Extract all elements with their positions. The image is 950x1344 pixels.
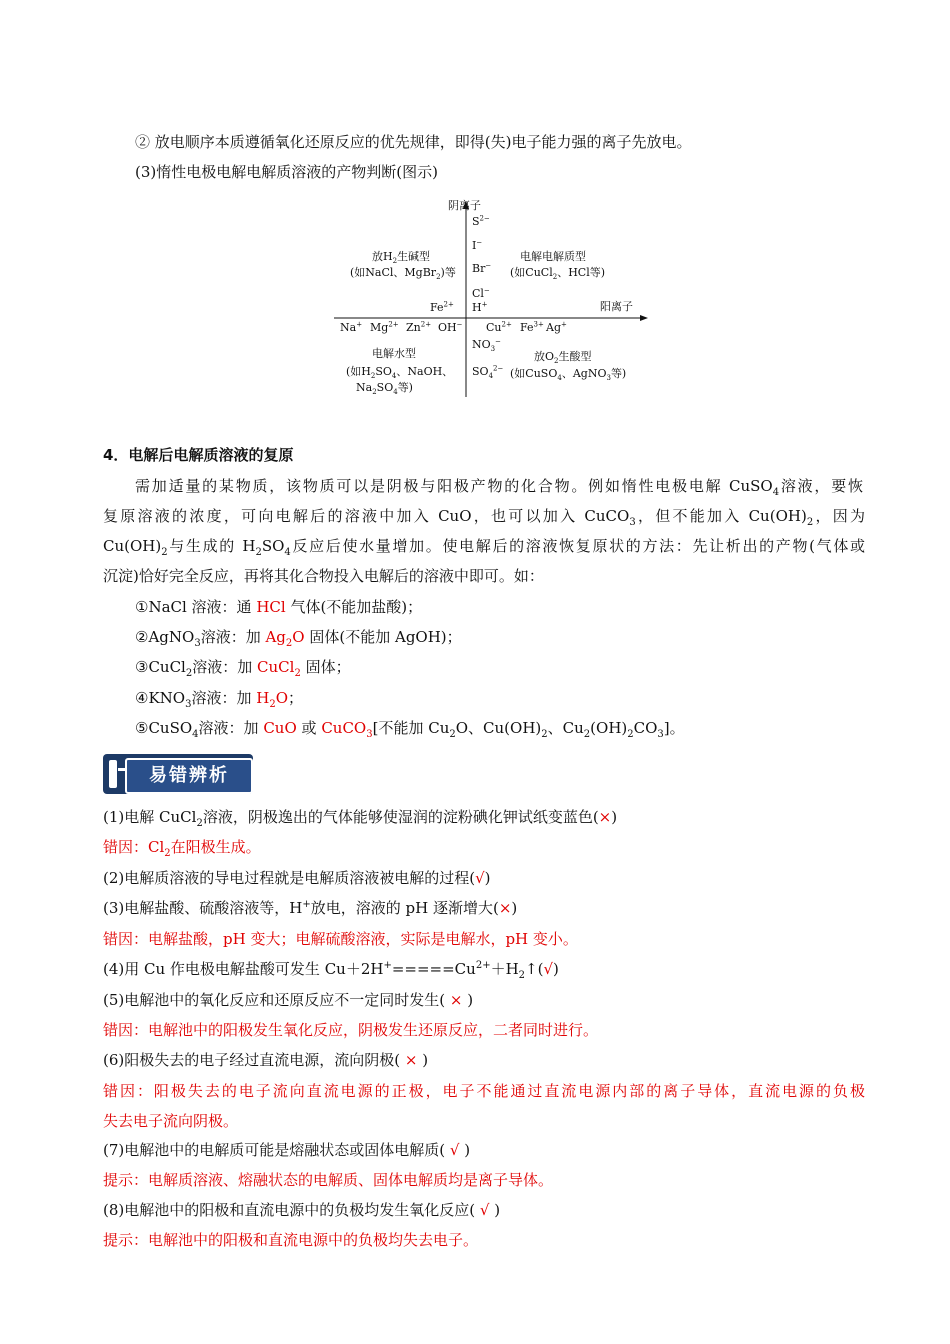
error-question-1: (1)电解 CuCl$_2$溶液，阴极逸出的气体能够使湿润的淀粉碘化钾试纸变蓝色(×) bbox=[103, 808, 618, 829]
rule-2: ② 放电顺序本质遵循氧化还原反应的优先规律，即得(失)电子能力强的离子先放电。 bbox=[135, 133, 692, 151]
ion-br: Br− bbox=[472, 261, 492, 275]
error-question-5: (5)电解池中的氧化反应和还原反应不一定同时发生( × ) bbox=[103, 991, 474, 1009]
quadrant-tl-title: 放$H_2$生碱型 bbox=[372, 250, 431, 266]
x-axis-arrow bbox=[640, 315, 648, 321]
banner-bar-decoration bbox=[109, 760, 117, 788]
error-question-7: (7)电解池中的电解质可能是熔融状态或固体电解质( √ ) bbox=[103, 1141, 471, 1159]
section-4-paragraph-line-2: 复原溶液的浓度，可向电解后的溶液中加入 CuO，也可以加入 CuCO$_3$，但不能加入 $Cu(OH)_2$，因为 bbox=[103, 507, 865, 528]
ion-so4: $SO_4^{2-}$ bbox=[472, 364, 504, 381]
quadrant-br-example: (如CuSO$_4$、AgNO$_3$等) bbox=[510, 367, 627, 383]
error-reason-6-line-2: 失去电子流向阴极。 bbox=[103, 1112, 239, 1130]
hint-7: 提示：电解质溶液、熔融状态的电解质、固体电解质均是离子导体。 bbox=[103, 1171, 554, 1189]
error-reason-1: 错因：$Cl_2$在阳极生成。 bbox=[103, 838, 261, 859]
ion-mg: $Mg^{2+}$ bbox=[370, 320, 399, 334]
y-axis-label: 阴离子 bbox=[448, 199, 481, 212]
section-4-paragraph-line-3: $Cu(OH)_2$与生成的 $H_2SO_4$反应后使水量增加。使电解后的溶液恢复原状的方法：先让析出的产物(气体或 bbox=[103, 537, 865, 558]
section-4-paragraph-line-4: 沉淀)恰好完全反应，再将其化合物投入电解后的溶液中即可。如： bbox=[103, 567, 544, 585]
quadrant-bl-title: 电解水型 bbox=[372, 347, 416, 360]
ion-na: Na+ bbox=[340, 320, 363, 334]
error-reason-5: 错因：电解池中的阳极发生氧化反应，阴极发生还原反应，二者同时进行。 bbox=[103, 1021, 599, 1039]
error-question-3: (3)电解盐酸、硫酸溶液等，H+放电，溶液的 pH 逐渐增大(×) bbox=[103, 899, 518, 917]
error-reason-3: 错因：电解盐酸，pH 变大；电解硫酸溶液，实际是电解水，pH 变小。 bbox=[103, 930, 578, 948]
ion-no3: $NO_3^-$ bbox=[472, 337, 501, 354]
error-analysis-banner bbox=[103, 750, 255, 796]
error-question-2: (2)电解质溶液的导电过程就是电解质溶液被电解的过程(√) bbox=[103, 869, 491, 887]
ion-cu: $Cu^{2+}$ bbox=[486, 320, 512, 334]
example-2: ②AgNO$_3$溶液：加 $Ag_2O$ 固体(不能加 AgOH)； bbox=[135, 628, 462, 649]
ion-ag: Ag+ bbox=[546, 320, 567, 334]
quadrant-tr-title: 电解电解质型 bbox=[520, 250, 586, 263]
error-question-8: (8)电解池中的阳极和直流电源中的负极均发生氧化反应( √ ) bbox=[103, 1201, 501, 1219]
quadrant-br-title: 放$O_2$生酸型 bbox=[534, 350, 592, 366]
x-axis-label: 阳离子 bbox=[600, 300, 633, 313]
error-question-6: (6)阳极失去的电子经过直流电源，流向阴极( × ) bbox=[103, 1051, 429, 1069]
ion-fe2: $Fe^{2+}$ bbox=[430, 300, 454, 314]
example-5: ⑤CuSO$_4$溶液：加 CuO 或 CuCO$_3$[不能加 $Cu_2O$、$Cu(OH)_2$、$Cu_2(OH)_2CO_3$]。 bbox=[135, 719, 685, 740]
ion-oh: OH− bbox=[438, 320, 463, 334]
quadrant-tr-example: (如CuCl$_2$、HCl等) bbox=[510, 266, 606, 282]
ion-i: I− bbox=[472, 238, 483, 252]
hint-8: 提示：电解池中的阳极和直流电源中的负极均失去电子。 bbox=[103, 1231, 479, 1249]
ion-fe3: $Fe^{3+}$ bbox=[520, 320, 544, 334]
item-3-heading: (3)惰性电极电解电解质溶液的产物判断(图示) bbox=[135, 163, 438, 181]
error-reason-6-line-1: 错因：阳极失去的电子流向直流电源的正极，电子不能通过直流电源内部的离子导体，直流电源的负极 bbox=[103, 1082, 865, 1100]
electrolysis-product-diagram bbox=[330, 195, 650, 400]
quadrant-bl-example-2: $Na_2SO_4$等) bbox=[356, 381, 413, 397]
quadrant-bl-example: (如$H_2SO_4$、NaOH、 bbox=[346, 365, 454, 381]
quadrant-tl-example: (如NaCl、MgBr$_2$)等 bbox=[350, 266, 456, 282]
ion-zn: $Zn^{2+}$ bbox=[406, 320, 432, 334]
banner-label: 易错辨析 bbox=[125, 758, 253, 794]
ion-s: $S^{2-}$ bbox=[472, 214, 490, 228]
section-4-heading: 4．电解后电解质溶液的复原 bbox=[103, 446, 294, 464]
ion-h: H+ bbox=[472, 300, 488, 314]
section-4-paragraph-line-1: 需加适量的某物质，该物质可以是阴极与阳极产物的化合物。例如惰性电极电解 CuSO$_4$溶液，要恢 bbox=[135, 477, 863, 498]
example-4: $④KNO_3$溶液：加 $H_2O$； bbox=[135, 689, 304, 710]
ion-cl: Cl− bbox=[472, 286, 490, 300]
error-question-4: (4)用 Cu 作电极电解盐酸可发生 $Cu+2H^+=====Cu^{2+}+H_2↑(√)$ bbox=[103, 960, 559, 981]
example-1: ①NaCl 溶液：通 HCl 气体(不能加盐酸)； bbox=[135, 598, 423, 616]
example-3: ③CuCl$_2$溶液：加 CuCl$_2$ 固体； bbox=[135, 658, 351, 679]
